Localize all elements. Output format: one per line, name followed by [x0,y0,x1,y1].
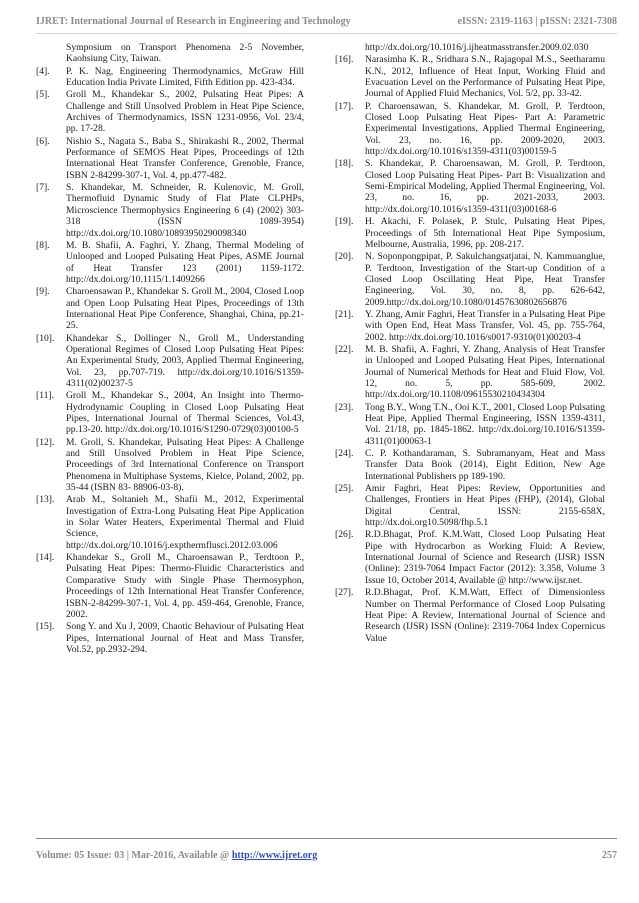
reference-item [36,136,304,181]
reference-item [36,240,304,285]
reference-item [335,483,605,528]
reference-number: [23]. [335,401,354,413]
reference-text: R.D.Bhagat, Prof. K.M.Watt, Closed Loop Pulsating Heat Pipe with Hydrocarbon as Working Fluid: A Review, International Journal of Science and Research (IJSR) ISSN (Online): 2319-7064 Impact Factor (2012): 3.358, Volume 3 Issue 10, October 2014, Available @ http://www.ijsr.net. [365,529,605,586]
reference-number: [15]. [36,621,55,633]
reference-number: [5]. [36,89,50,101]
reference-number: [24]. [335,448,354,460]
volume-info [36,850,317,861]
reference-item [335,54,605,99]
issn-info: eISSN: 2319-1163 | pISSN: 2321-7308 [457,15,617,27]
reference-text: M. Groll, S. Khandekar, Pulsating Heat Pipes: A Challenge and Still Unsolved Problem in Heat Pipe Science, Proceedings of 3rd International Conference on Transport Phenomena in Multiphase Systems, Kielce, Poland, 2002, pp. 35-44 (ISBN 83- 88906-03-8). [66,436,304,494]
page-header [36,12,617,30]
reference-text: Song Y. and Xu J, 2009, Chaotic Behaviour of Pulsating Heat Pipes, International Journal of Heat and Mass Transfer, Vol.52, pp.2932-294. [66,621,304,655]
reference-text: Tong B.Y., Wong T.N., Ooi K.T., 2001, Closed Loop Pulsating Heat Pipe, Applied Thermal Engineering, ISSN 1359-4311, Vol. 21/18, pp. 1845-1862. http://dx.doi.org/10.1016/S1359-4311(01)00063-1 [365,401,605,447]
reference-number: [14]. [36,552,55,564]
reference-item [36,494,304,551]
reference-item [335,101,605,158]
reference-number: [13]. [36,494,55,506]
reference-column-right [335,42,605,645]
reference-number: [27]. [335,587,354,599]
reference-item [335,309,605,343]
reference-number: [20]. [335,251,354,263]
reference-text: H. Akachi, F. Polasek, P. Stulc, Pulsating Heat Pipes, Proceedings of 5th International Heat Pipe Symposium, Melbourne, Australia, 1996, pp. 208-217. [365,216,605,250]
footer-divider [36,838,617,839]
reference-number: [7]. [36,182,50,194]
reference-text: S. Khandekar, M. Schneider, R. Kulenovic, M. Groll, Thermofluid Dynamic Study of Flat Plate CLPHPs, Microscience Thermophysics Engineering 6 (4) (2002) 303-318 (ISSN 1089-3954) http://dx.doi.org/10.1080/10893950290098340 [66,182,304,239]
reference-item [335,448,605,482]
reference-text: Groll M., Khandekar S., 2002, Pulsating Heat Pipes: A Challenge and Still Unsolved Problem in Heat Pipe Science, Archives of Thermodynamics, ISSN 1231-0956, Vol. 23/4, pp. 17-28. [66,89,304,135]
reference-text: Groll M., Khandekar S., 2004, An Insight into Thermo-Hydrodynamic Coupling in Closed Loop Pulsating Heat Pipes, International Journal of Thermal Sciences, Vol.43, pp.13-20. http://dx.doi.org/10.1016/S1290-0729(03)00100-5 [66,390,304,436]
reference-text: P. K. Nag, Engineering Thermodynamics, McGraw Hill Education India Private Limited, Fifth Edition pp. 423-434. [66,65,304,89]
reference-number: [26]. [335,529,354,541]
reference-number: [17]. [335,100,354,112]
reference-text: Amir Faghri, Heat Pipes: Review, Opportunities and Challenges, Frontiers in Heat Pipes (FHP), (2014), Global Digital Central, ISSN: 2155-658X, http://dx.doi.org10.5098/fhp.5.1 [365,483,605,529]
reference-item [335,529,605,586]
reference-item [36,182,304,239]
journal-link[interactable]: http://www.ijret.org [231,849,318,861]
reference-item [335,251,605,308]
reference-number: [10]. [36,332,55,344]
reference-item [335,216,605,250]
reference-item [36,66,304,89]
reference-text: Y. Zhang, Amir Faghri, Heat Transfer in a Pulsating Heat Pipe with Open End, Heat Mass Transfer, Vol. 45, pp. 755-764, 2002. http://dx.doi.org/10.1016/s0017-9310(01)00203-4 [365,308,605,343]
reference-text: R.D.Bhagat, Prof. K.M.Watt, Effect of Dimensionless Number on Thermal Performance of Closed Loop Pulsating Heat Pipe: A Review, International Journal of Science and Research (IJSR) ISSN (Online): 2319-7064 Index Copernicus Value [365,587,605,644]
reference-text: Narasimha K. R., Sridhara S.N., Rajagopal M.S., Seetharamu K.N., 2012, Influence of Heat Input, Working Fluid and Evacuation Level on the Performance of Pulsating Heat Pipe, Journal of Applied Fluid Mechanics, Vol. 5/2, pp. 33-42. [365,54,605,100]
reference-text: P. Charoensawan, S. Khandekar, M. Groll, P. Terdtoon, Closed Loop Pulsating Heat Pipes- Part A: Parametric Experimental Investigations, Applied Thermal Engineering, Vol. 23, no. 16, pp. 2009-2020, 2003. http://dx.doi.org/10.1016/s1359-4311(03)00159-5 [365,100,605,158]
reference-number: [22]. [335,343,354,355]
reference-text: S. Khandekar, P. Charoensawan, M. Groll, P. Terdtoon, Closed Loop Pulsating Heat Pipes- Part B: Visualization and Semi-Empirical Modeling, Applied Thermal Engineering, Vol. 23, no. 16, pp. 2021-2033, 2003. http://dx.doi.org/10.1016/s1359-4311(03)00168-6 [365,158,605,215]
reference-number: [9]. [36,286,50,298]
reference-item [335,158,605,215]
reference-item [36,621,304,655]
reference-number: [6]. [36,135,50,147]
reference-number: [25]. [335,483,354,495]
reference-text: M. B. Shafii, A. Faghri, Y. Zhang, Thermal Modeling of Unlooped and Looped Pulsating Heat Pipes, ASME Journal of Heat Transfer 123 (2001) 1159-1172. http://dx.doi.org/10.1115/1.1409266 [66,239,304,285]
reference-item [36,437,304,494]
journal-title: IJRET: International Journal of Research in Engineering and Technology [36,15,351,27]
page-number: 257 [602,849,617,861]
header-divider [36,33,617,34]
reference-number: [19]. [335,216,354,228]
reference-column-left [36,42,304,656]
volume-text: Volume: 05 Issue: 03 | Mar-2016, Available @ [36,849,232,861]
page-footer [36,846,617,864]
reference-item [335,344,605,401]
reference-item [335,42,605,53]
reference-number: [18]. [335,158,354,170]
reference-item [36,333,304,390]
reference-number: [16]. [335,54,354,66]
reference-text: N. Soponpongpipat, P. Sakulchangsatjatai, N. Kammuanglue, P. Terdtoon, Investigation of the Start-up Condition of a Closed Loop Oscillating Heat Pipe, Heat Transfer Engineering, Vol. 30, no. 8, pp. 626-642, 2009.http://dx.doi.org/10.1080/01457630802656876 [365,251,605,308]
reference-text: Arab M., Soltanieh M., Shafii M., 2012, Experimental Investigation of Extra-Long Pulsating Heat Pipe Application in Solar Water Heaters, Experimental Thermal and Fluid Science, http://dx.doi.org/10.1016/j.expthermflusci.2012.03.006 [66,494,304,551]
reference-text: Charoensawan P., Khandekar S. Groll M., 2004, Closed Loop and Open Loop Pulsating Heat Pipes, Proceedings of 13th International Heat Pipe Conference, Shanghai, China, pp.21-25. [66,286,304,332]
reference-text: Khandekar S., Groll M., Charoensawan P., Terdtoon P., Pulsating Heat Pipes: Thermo-Fluidic Characteristics and Comparative Study with Single Phase Thermosyphon, Proceedings of 12th International Heat Transfer Conference, ISBN-2-84299-307-1, Vol. 4, pp. 459-464, Grenoble, France, 2002. [66,552,304,620]
reference-text: http://dx.doi.org/10.1016/j.ijheatmasstransfer.2009.02.030 [365,42,589,53]
reference-number: [4]. [36,65,50,77]
reference-text: M. B. Shafii, A. Faghri, Y. Zhang, Analysis of Heat Transfer in Unlooped and Looped Pulsating Heat Pipes, International Journal of Numerical Methods for Heat and Fluid Flow, Vol. 12, no. 5, pp. 585-609, 2002. http://dx.doi.org/10.1108/09615530210434304 [365,343,605,401]
reference-item [36,42,304,65]
reference-number: [21]. [335,308,354,320]
reference-item [335,587,605,644]
reference-text: Nishio S., Nagata S., Baba S., Shirakashi R., 2002, Thermal Performance of SEMOS Heat Pipes, Proceedings of 12th International Heat Transfer Conference, Grenoble, France, ISBN 2-84299-307-1, Vol. 4, pp.477-482. [66,135,304,181]
reference-number: [11]. [36,390,55,402]
reference-text: Khandekar S., Dollinger N., Groll M., Understanding Operational Regimes of Closed Loop Pulsating Heat Pipes: An Experimental Study, 2003, Applied Thermal Engineering, Vol. 23, pp.707-719. http://dx.doi.org/10.1016/S1359-4311(02)00237-5 [66,332,304,389]
reference-item [36,552,304,620]
reference-item [335,402,605,447]
reference-number: [8]. [36,239,50,251]
reference-number: [12]. [36,436,55,448]
reference-text: C. P. Kothandaraman, S. Subramanyam, Heat and Mass Transfer Data Book (2014), Eight Edition, New Age International Publishers pp 189-190. [365,448,605,482]
reference-item [36,286,304,331]
reference-item [36,89,304,134]
reference-item [36,390,304,435]
reference-text: Symposium on Transport Phenomena 2-5 November, Kaohsiung City, Taiwan. [66,42,304,65]
